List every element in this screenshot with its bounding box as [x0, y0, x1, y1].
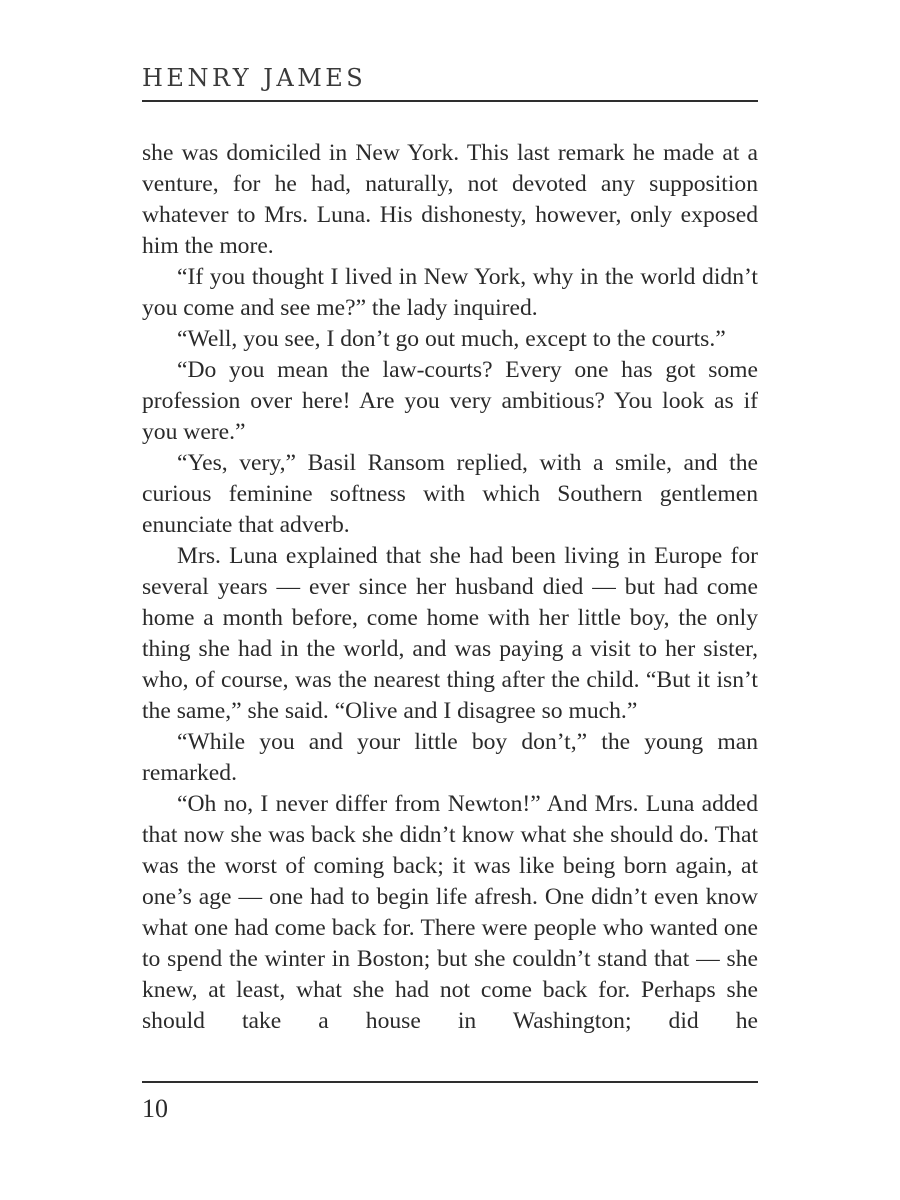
running-head: HENRY JAMES [142, 64, 367, 92]
footer-rule [142, 1081, 758, 1083]
paragraph: “If you thought I lived in New York, why in the world didn’t you come and see me?” the lady inquired. [142, 264, 758, 321]
body-text [142, 138, 758, 1037]
paragraph: “While you and your little boy don’t,” the young man remarked. [142, 729, 758, 786]
paragraph: she was domiciled in New York. This last remark he made at a venture, for he had, naturally, not devoted any supposition whatever to Mrs. Luna. His dishonesty, however, only exposed him the more. [142, 140, 758, 259]
header-rule [142, 100, 758, 102]
paragraph: “Oh no, I never differ from Newton!” And Mrs. Luna added that now she was back she didn’t know what she should do. That was the worst of coming back; it was like being born again, at one’s age — one had to begin life afresh. One didn’t even know what one had come back for. There were people who wanted one to spend the winter in Boston; but she couldn’t stand that — she knew, at least, what she had not come back for. Perhaps she should take a house in Washington; did he [142, 791, 758, 1034]
paragraph: Mrs. Luna explained that she had been living in Europe for several years — ever since her husband died — but had come home a month before, come home with her little boy, the only thing she had in the world, and was paying a visit to her sister, who, of course, was the nearest thing after the child. “But it isn’t the same,” she said. “Olive and I disagree so much.” [142, 543, 758, 724]
paragraph: “Well, you see, I don’t go out much, except to the courts.” [177, 326, 726, 352]
page-number: 10 [142, 1094, 168, 1123]
paragraph: “Yes, very,” Basil Ransom replied, with a smile, and the curious feminine softness with which Southern gentlemen enunciate that adverb. [142, 450, 758, 538]
paragraph: “Do you mean the law-courts? Every one has got some profession over here! Are you very ambitious? You look as if you were.” [142, 357, 758, 445]
